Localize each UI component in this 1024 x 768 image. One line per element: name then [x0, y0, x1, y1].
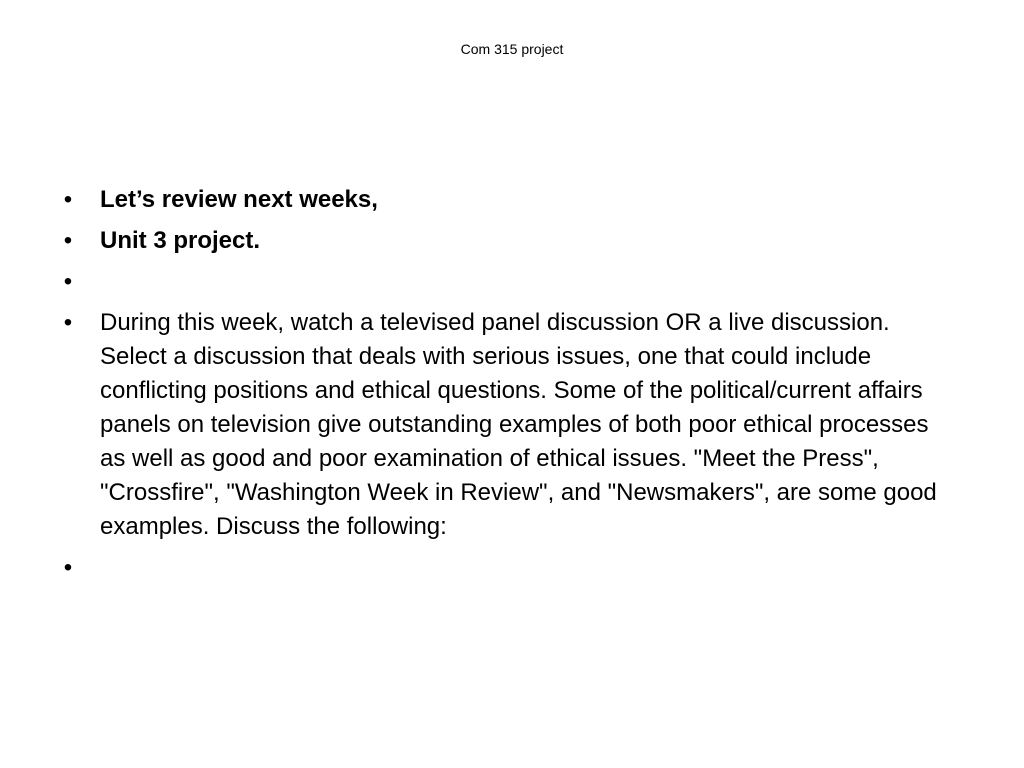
- bullet-icon: •: [63, 554, 73, 581]
- bullet-text: Unit 3 project.: [100, 227, 261, 254]
- bullet-item-unit-project: [58, 224, 958, 258]
- bullet-icon: •: [63, 309, 73, 336]
- bullet-text: During this week, watch a televised panel discussion OR a live discussion. Select a discussion that deals with serious issues, one that could include conflicting positions and ethical questions. Some of the political/current affairs panels on television give outstanding examples of both poor ethical processes as well as good and poor examination of ethical issues. "Meet the Press", "Crossfire", "Washington Week in Review", and "Newsmakers", are some good examples. Discuss the following:: [100, 309, 937, 540]
- bullet-item-empty: [58, 265, 958, 299]
- slide-title: Com 315 project: [460, 41, 564, 57]
- bullet-icon: •: [63, 268, 73, 295]
- bullet-item-review: [58, 183, 958, 217]
- bullet-icon: •: [63, 227, 73, 254]
- bullet-list: [58, 183, 958, 592]
- bullet-text: Let’s review next weeks,: [100, 186, 378, 213]
- bullet-icon: •: [63, 186, 73, 213]
- bullet-item-empty: [58, 551, 958, 585]
- bullet-item-assignment: [58, 306, 958, 544]
